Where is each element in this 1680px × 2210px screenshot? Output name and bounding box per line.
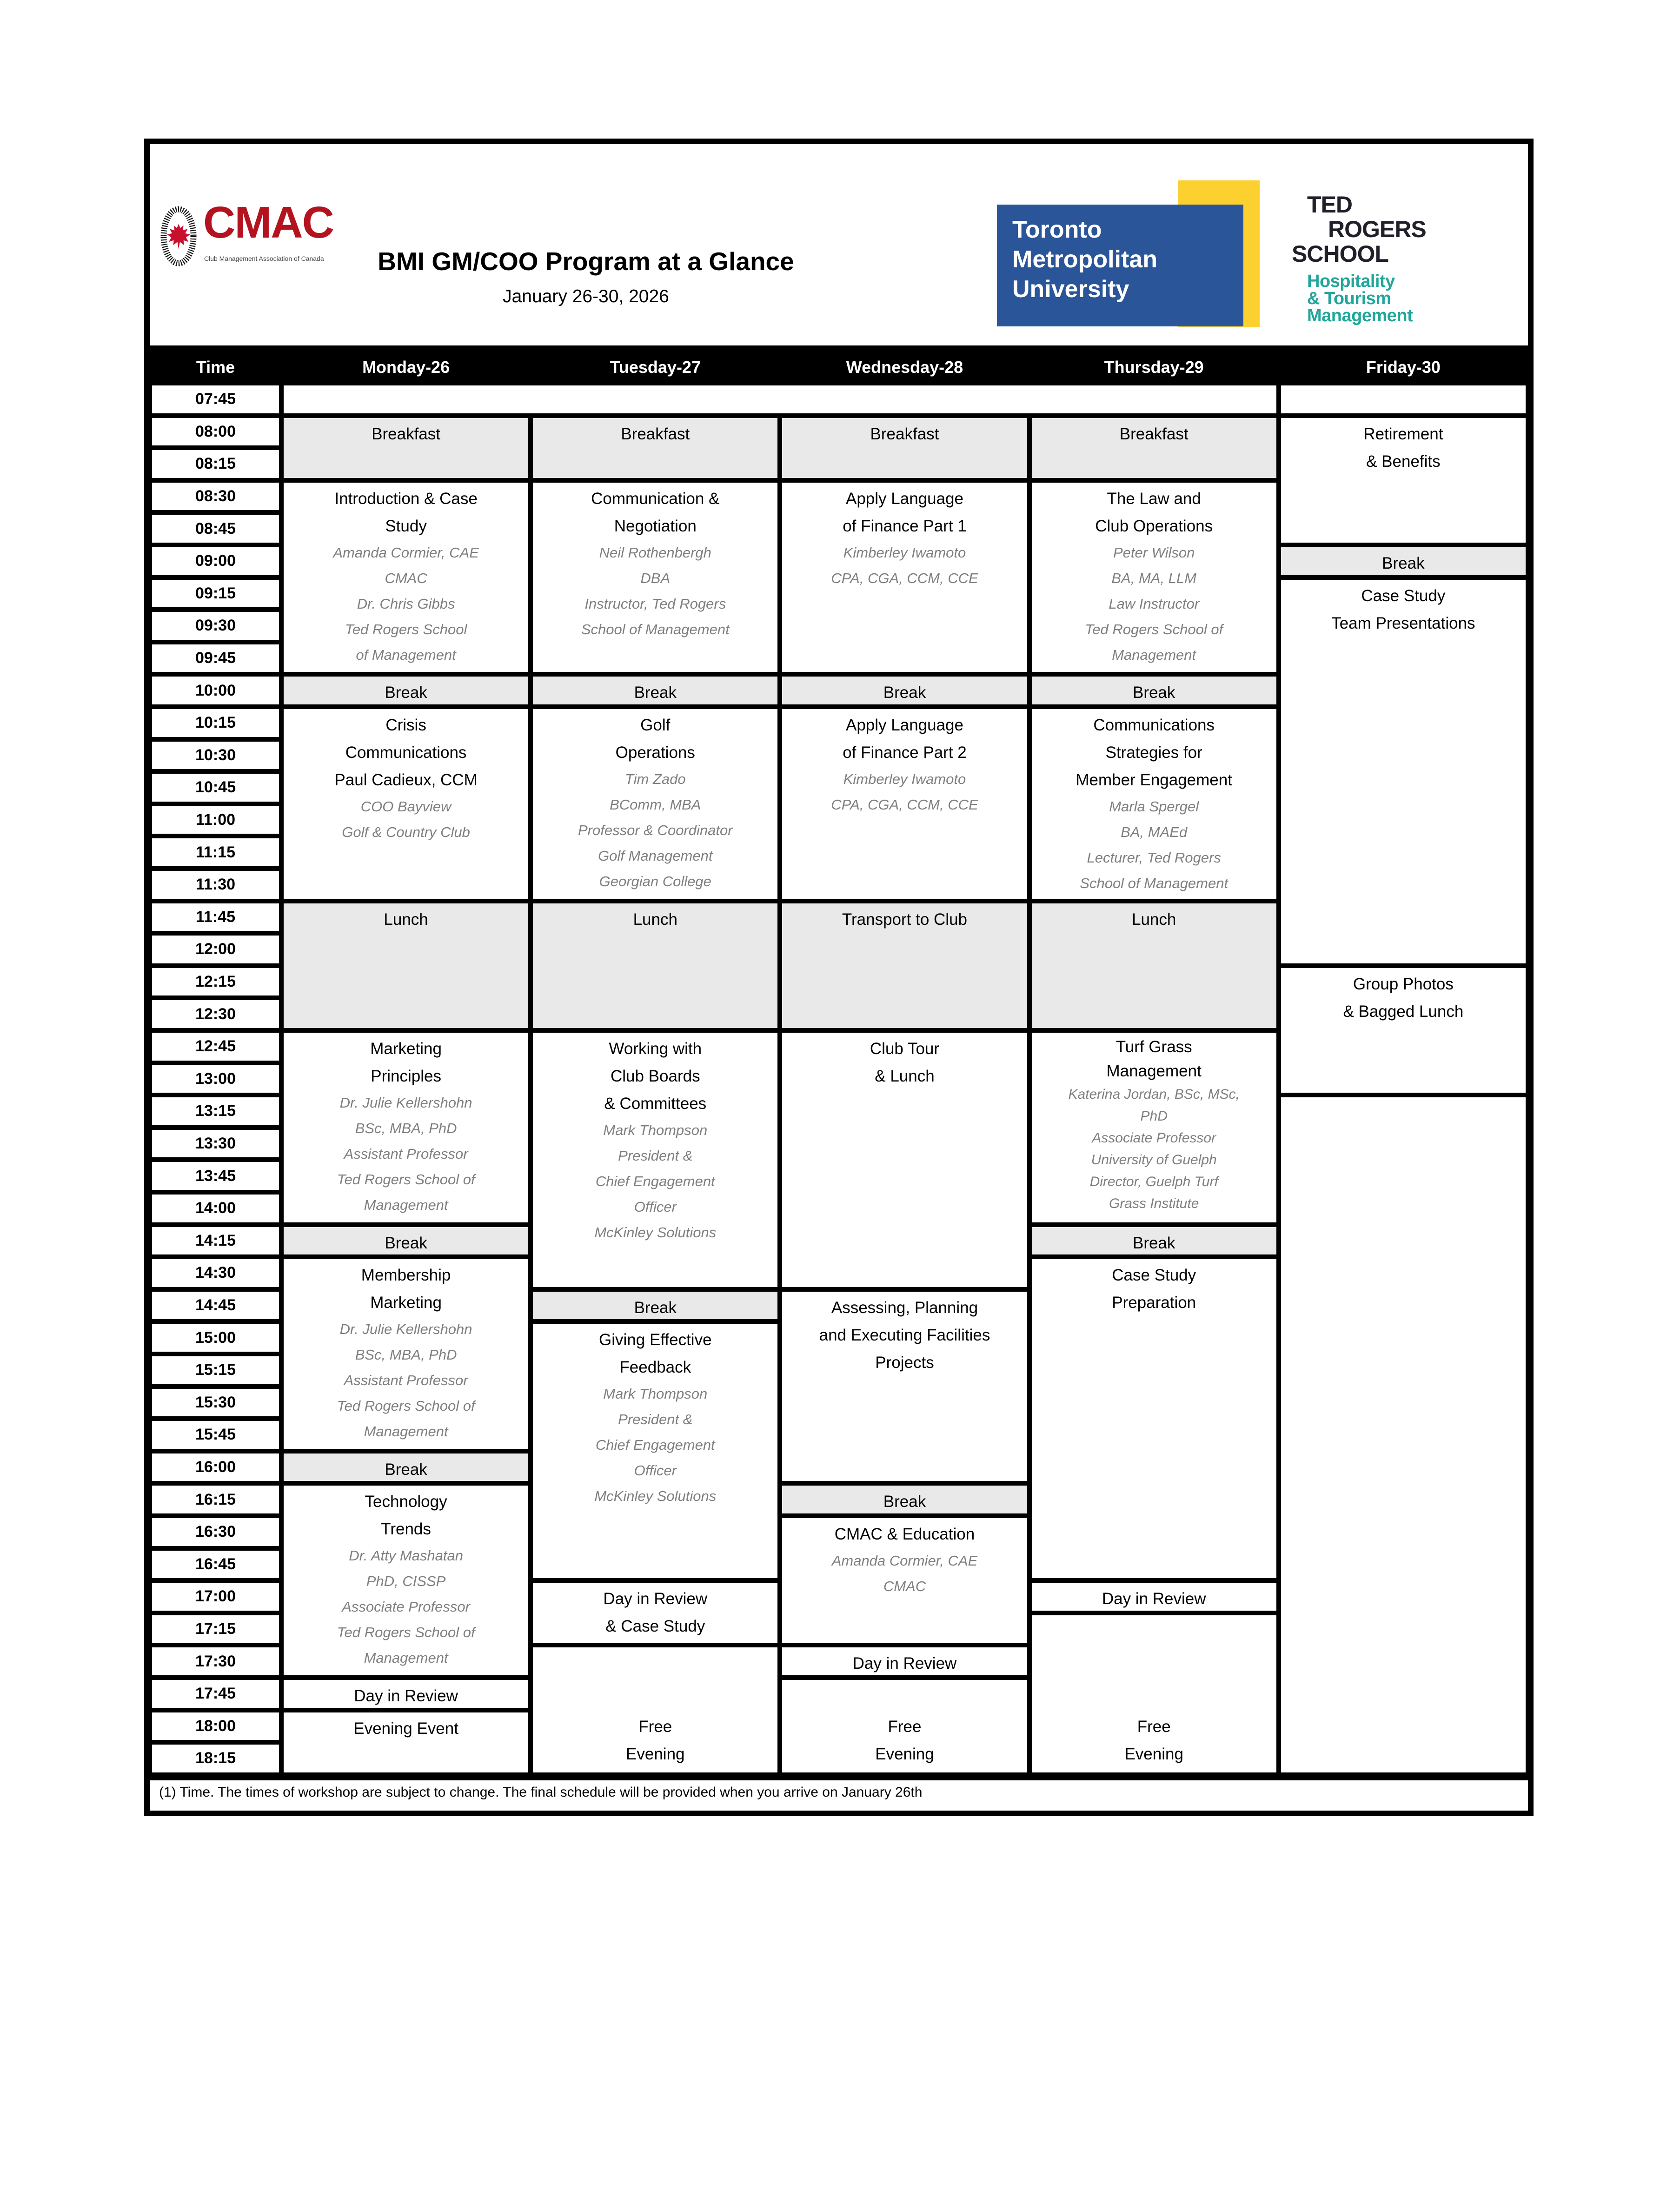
session-instructor-line: Golf & Country Club — [342, 824, 470, 840]
session-title-line: The Law and — [1107, 489, 1201, 508]
session-instructor-line: Management — [364, 1197, 448, 1213]
trs-department — [1292, 273, 1487, 325]
session-instructor-line: Dr. Atty Mashatan — [349, 1547, 463, 1564]
session-instructor-line: Mark Thompson — [603, 1386, 708, 1402]
tue-communication-negotiation — [531, 480, 780, 675]
time-cell: 09:15 — [150, 577, 281, 610]
tue-free-evening — [531, 1645, 780, 1774]
session-title-line: Free — [1137, 1717, 1171, 1736]
session-instructor-line: Ted Rogers School of — [337, 1398, 475, 1414]
day-header: Friday-30 — [1366, 357, 1441, 377]
time-cell: 14:15 — [150, 1225, 281, 1257]
session-instructor-line: Ted Rogers School of — [1085, 621, 1223, 637]
session-instructor-line: Chief Engagement — [595, 1173, 715, 1189]
wed-free-evening — [780, 1678, 1029, 1775]
time-cell: 08:45 — [150, 512, 281, 545]
session-instructor-line: President & — [618, 1148, 693, 1164]
session-title-line: Day in Review — [603, 1590, 708, 1608]
thu-communications-strategies — [1029, 707, 1279, 901]
time-cell: 16:45 — [150, 1548, 281, 1581]
time-cell: 17:00 — [150, 1580, 281, 1613]
session-title-line: Study — [385, 517, 427, 535]
session-instructor-line: CMAC — [385, 570, 427, 586]
day-header: Thursday-29 — [1104, 357, 1204, 377]
session-instructor-line: Lecturer, Ted Rogers — [1087, 849, 1221, 866]
wed-club-tour-lunch — [780, 1030, 1029, 1289]
session-instructor-line: Director, Guelph Turf — [1089, 1174, 1218, 1189]
session-instructor-line: Associate Professor — [342, 1599, 470, 1615]
trs-line: SCHOOL — [1292, 241, 1388, 267]
time-cell: 08:00 — [150, 416, 281, 448]
time-cell: 17:30 — [150, 1645, 281, 1678]
session-title-line: Team Presentations — [1331, 614, 1475, 632]
time-header: Time — [196, 357, 235, 377]
mon-break-1600 — [281, 1451, 531, 1484]
session-title-line: Technology — [365, 1493, 447, 1511]
mon-intro-case-study — [281, 480, 531, 675]
mon-breakfast — [281, 416, 531, 480]
day-header: Monday-26 — [362, 357, 450, 377]
session-instructor-line: COO Bayview — [360, 798, 452, 815]
session-instructor-line: Kimberley Iwamoto — [843, 771, 966, 787]
time-cell: 15:45 — [150, 1419, 281, 1451]
day-header: Tuesday-27 — [610, 357, 701, 377]
fri-case-study-team-presentations — [1279, 577, 1528, 966]
time-cell: 10:45 — [150, 771, 281, 804]
session-instructor-line: Professor & Coordinator — [578, 822, 733, 838]
tmu-wordmark — [997, 205, 1243, 326]
session-instructor-line: BSc, MBA, PhD — [355, 1347, 457, 1363]
session-title-line: Communication & — [591, 489, 720, 508]
session-title-line: Operations — [615, 743, 695, 762]
thu-free-evening — [1029, 1613, 1279, 1775]
session-instructor-line: Kimberley Iwamoto — [843, 544, 966, 561]
session-instructor-line: University of Guelph — [1091, 1152, 1217, 1168]
session-title-line: Breakfast — [621, 425, 690, 443]
session-instructor-line: Amanda Cormier, CAE — [831, 1553, 978, 1569]
mon-evening-event — [281, 1710, 531, 1775]
session-title-line: Lunch — [384, 910, 428, 929]
time-cell: 13:30 — [150, 1128, 281, 1160]
fri-break-0900 — [1279, 545, 1528, 577]
tue-break-1445 — [531, 1289, 780, 1322]
session-instructor-line: McKinley Solutions — [594, 1224, 717, 1241]
time-cell: 08:15 — [150, 448, 281, 480]
time-cell: 11:30 — [150, 869, 281, 901]
empty-mon-thu-745 — [281, 383, 1279, 416]
session-title-line: Evening Event — [353, 1719, 458, 1738]
tue-giving-effective-feedback — [531, 1321, 780, 1580]
session-instructor-line: Officer — [634, 1462, 677, 1479]
session-instructor-line: CPA, CGA, CCM, CCE — [831, 570, 978, 586]
session-title-line: Club Boards — [610, 1067, 700, 1085]
session-instructor-line: CMAC — [883, 1578, 926, 1594]
thu-law-club-operations — [1029, 480, 1279, 675]
time-cell: 13:15 — [150, 1095, 281, 1128]
session-title-line: Day in Review — [852, 1654, 957, 1673]
session-title-line: Marketing — [370, 1294, 442, 1312]
session-instructor-line: Management — [364, 1423, 448, 1440]
session-instructor-line: Neil Rothenbergh — [599, 544, 711, 561]
session-title-line: Introduction & Case — [334, 489, 478, 508]
session-instructor-line: McKinley Solutions — [594, 1488, 717, 1505]
mon-crisis-communications — [281, 707, 531, 901]
session-instructor-line: Management — [364, 1650, 448, 1666]
session-instructor-line: Golf Management — [598, 848, 713, 864]
session-instructor-line: Associate Professor — [1092, 1130, 1216, 1146]
session-title-line: Member Engagement — [1076, 771, 1232, 789]
session-instructor-line: Management — [1112, 646, 1196, 663]
session-instructor-line: PhD, CISSP — [366, 1573, 446, 1590]
tue-working-with-club-boards — [531, 1030, 780, 1289]
time-cell: 09:45 — [150, 642, 281, 675]
trs-sub-line: Hospitality — [1307, 272, 1395, 291]
time-cell: 15:00 — [150, 1321, 281, 1354]
session-instructor-line: BSc, MBA, PhD — [355, 1120, 457, 1136]
time-cell: 12:30 — [150, 998, 281, 1030]
time-cell: 15:15 — [150, 1354, 281, 1387]
fri-empty-bottom — [1279, 1095, 1528, 1775]
time-cell: 10:15 — [150, 707, 281, 739]
session-title-line: Lunch — [1132, 910, 1176, 929]
session-title-line: Lunch — [633, 910, 677, 929]
session-title-line: Breakfast — [372, 425, 441, 443]
session-title-line: & Lunch — [875, 1067, 935, 1085]
tue-breakfast — [531, 416, 780, 480]
mon-marketing-principles — [281, 1030, 531, 1225]
session-title-line: Breakfast — [1119, 425, 1189, 443]
session-instructor-line: Dr. Julie Kellershohn — [339, 1321, 472, 1338]
session-instructor-line: BA, MA, LLM — [1111, 570, 1196, 586]
mon-technology-trends — [281, 1483, 531, 1678]
cmac-starburst-maple-leaf-icon — [159, 203, 198, 272]
thu-day-in-review — [1029, 1580, 1279, 1613]
session-instructor-line: Assistant Professor — [344, 1372, 468, 1389]
time-cell: 17:15 — [150, 1613, 281, 1646]
schedule-grid — [150, 351, 1528, 1775]
session-title-line: Negotiation — [614, 517, 697, 535]
wed-finance-part-2 — [780, 707, 1029, 901]
session-title-line: Break — [634, 1298, 677, 1317]
day-header: Wednesday-28 — [846, 357, 963, 377]
time-cell: 11:45 — [150, 901, 281, 934]
time-cell: 14:45 — [150, 1289, 281, 1322]
session-title-line: Turf Grass — [1116, 1038, 1192, 1056]
session-title-line: Breakfast — [870, 425, 939, 443]
session-title-line: & Bagged Lunch — [1343, 1002, 1464, 1021]
session-title-line: & Case Study — [605, 1617, 705, 1636]
session-title-line: Break — [1132, 1234, 1175, 1252]
session-instructor-line: Law Instructor — [1109, 595, 1200, 612]
session-instructor-line: Amanda Cormier, CAE — [333, 544, 479, 561]
session-title-line: Break — [883, 1493, 926, 1511]
session-title-line: Feedback — [619, 1358, 691, 1377]
cmac-logo-text: CMAC — [203, 198, 333, 247]
session-title-line: Strategies for — [1105, 743, 1202, 762]
session-title-line: Evening — [875, 1745, 934, 1763]
session-title-line: Break — [634, 684, 677, 702]
time-cell: 10:30 — [150, 739, 281, 772]
session-title-line: of Finance Part 2 — [843, 743, 967, 762]
wed-break-1615 — [780, 1483, 1029, 1516]
session-instructor-line: BA, MAEd — [1121, 824, 1188, 840]
session-instructor-line: DBA — [640, 570, 671, 586]
session-instructor-line: Chief Engagement — [595, 1437, 715, 1453]
time-cell: 09:30 — [150, 610, 281, 642]
session-title-line: Free — [638, 1717, 672, 1736]
session-title-line: Retirement — [1363, 425, 1443, 443]
session-title-line: Giving Effective — [599, 1331, 712, 1349]
session-instructor-line: CPA, CGA, CCM, CCE — [831, 796, 978, 813]
session-instructor-line: Ted Rogers School of — [337, 1171, 475, 1188]
session-title-line: Membership — [361, 1266, 451, 1285]
session-title-line: Break — [1382, 554, 1425, 572]
fri-empty-745 — [1279, 383, 1528, 416]
thu-case-study-preparation — [1029, 1257, 1279, 1580]
tue-break-1000 — [531, 674, 780, 707]
title-block — [214, 246, 958, 307]
session-title-line: Break — [385, 1460, 427, 1479]
session-title-line: Transport to Club — [842, 910, 968, 929]
session-title-line: Evening — [626, 1745, 685, 1763]
session-title-line: Break — [883, 684, 926, 702]
wed-transport-to-club — [780, 901, 1029, 1030]
tmu-line: Toronto — [1012, 216, 1102, 243]
tmu-line: University — [1012, 276, 1129, 303]
session-instructor-line: Ted Rogers School — [345, 621, 467, 637]
session-title-line: Communications — [345, 743, 467, 762]
session-instructor-line: Peter Wilson — [1113, 544, 1195, 561]
session-instructor-line: Katerina Jordan, BSc, MSc, — [1068, 1087, 1240, 1102]
session-instructor-line: School of Management — [581, 621, 730, 637]
tue-day-in-review-case-study — [531, 1580, 780, 1645]
time-cell: 12:00 — [150, 933, 281, 966]
time-cell: 11:00 — [150, 804, 281, 836]
session-title-line: & Committees — [604, 1095, 707, 1113]
session-title-line: Club Tour — [870, 1040, 940, 1058]
time-cell: 18:00 — [150, 1710, 281, 1743]
thu-lunch — [1029, 901, 1279, 1030]
session-title-line: Day in Review — [354, 1687, 458, 1705]
tue-lunch — [531, 901, 780, 1030]
trs-line: TED — [1307, 192, 1352, 218]
session-title-line: Trends — [381, 1520, 431, 1539]
page-title: BMI GM/COO Program at a Glance — [378, 247, 794, 276]
mon-break-1000 — [281, 674, 531, 707]
schedule-table — [144, 345, 1534, 1780]
mon-membership-marketing — [281, 1257, 531, 1451]
session-instructor-line: School of Management — [1080, 875, 1228, 891]
time-cell: 07:45 — [150, 383, 281, 416]
session-instructor-line: Grass Institute — [1109, 1196, 1199, 1211]
trs-line: ROGERS — [1328, 216, 1426, 242]
mon-lunch — [281, 901, 531, 1030]
session-instructor-line: Marla Spergel — [1109, 798, 1199, 815]
session-instructor-line: Dr. Chris Gibbs — [357, 595, 455, 612]
cmac-logo-tagline: Club Management Association of Canada — [204, 255, 324, 262]
session-title-line: Case Study — [1361, 586, 1446, 605]
session-title-line: Communications — [1093, 716, 1215, 734]
session-title-line: CMAC & Education — [834, 1525, 975, 1543]
session-instructor-line: Mark Thompson — [603, 1122, 708, 1138]
session-title-line: Free — [888, 1717, 922, 1736]
session-title-line: Evening — [1124, 1745, 1183, 1763]
session-title-line: & Benefits — [1366, 452, 1441, 471]
session-instructor-line: President & — [618, 1411, 693, 1428]
session-title-line: Group Photos — [1353, 975, 1454, 993]
session-title-line: Assessing, Planning — [831, 1298, 978, 1317]
session-instructor-line: Dr. Julie Kellershohn — [339, 1095, 472, 1111]
thu-turf-grass-management — [1029, 1030, 1279, 1225]
time-cell: 13:00 — [150, 1063, 281, 1095]
mon-day-in-review — [281, 1678, 531, 1710]
session-instructor-line: Ted Rogers School of — [337, 1624, 475, 1641]
fri-group-photos-bagged-lunch — [1279, 966, 1528, 1095]
wed-cmac-education — [780, 1516, 1029, 1645]
tue-golf-operations — [531, 707, 780, 901]
session-title-line: Marketing — [370, 1040, 442, 1058]
session-title-line: of Finance Part 1 — [843, 517, 967, 535]
session-instructor-line: Instructor, Ted Rogers — [584, 595, 726, 612]
trs-sub-line: Management — [1307, 306, 1413, 325]
session-instructor-line: of Management — [356, 646, 456, 663]
time-cell: 09:00 — [150, 545, 281, 577]
thu-break-1000 — [1029, 674, 1279, 707]
fri-retirement-benefits — [1279, 416, 1528, 545]
trs-sub-line: & Tourism — [1307, 289, 1391, 308]
session-title-line: Break — [1132, 684, 1175, 702]
footnote: (1) Time. The times of workshop are subject to change. The final schedule will be provided when you arrive on January 26th — [159, 1785, 923, 1800]
time-cell: 16:15 — [150, 1483, 281, 1516]
session-instructor-line: Assistant Professor — [344, 1146, 468, 1162]
session-instructor-line: Officer — [634, 1199, 677, 1215]
session-title-line: Apply Language — [845, 489, 963, 508]
session-title-line: Paul Cadieux, CCM — [334, 771, 478, 789]
session-title-line: Principles — [371, 1067, 441, 1085]
thu-break-1415 — [1029, 1225, 1279, 1257]
time-cell: 08:30 — [150, 480, 281, 513]
wed-assessing-facilities-projects — [780, 1289, 1029, 1484]
session-title-line: Golf — [640, 716, 671, 734]
time-cell: 12:45 — [150, 1030, 281, 1063]
time-cell: 10:00 — [150, 674, 281, 707]
session-title-line: Break — [385, 1234, 427, 1252]
session-title-line: Projects — [875, 1353, 934, 1372]
session-instructor-line: Georgian College — [599, 873, 711, 889]
mon-break-1415 — [281, 1225, 531, 1257]
ted-rogers-school-logo — [1292, 192, 1487, 325]
session-title-line: Working with — [609, 1040, 702, 1058]
time-cell: 12:15 — [150, 966, 281, 998]
session-title-line: and Executing Facilities — [819, 1326, 990, 1344]
tmu-line: Metropolitan — [1012, 246, 1157, 273]
time-cell: 18:15 — [150, 1742, 281, 1775]
wed-breakfast — [780, 416, 1029, 480]
page-subtitle: January 26-30, 2026 — [503, 286, 669, 306]
session-title-line: Management — [1106, 1062, 1202, 1080]
session-instructor-line: BComm, MBA — [610, 796, 701, 813]
time-cell: 15:30 — [150, 1387, 281, 1419]
time-cell: 17:45 — [150, 1678, 281, 1710]
session-title-line: Club Operations — [1095, 517, 1213, 535]
wed-break-1000 — [780, 674, 1029, 707]
session-title-line: Case Study — [1112, 1266, 1196, 1285]
session-title-line: Preparation — [1112, 1294, 1196, 1312]
wed-finance-part-1 — [780, 480, 1029, 675]
time-cell: 14:30 — [150, 1257, 281, 1289]
session-title-line: Apply Language — [845, 716, 963, 734]
time-cell: 13:45 — [150, 1160, 281, 1192]
thu-breakfast — [1029, 416, 1279, 480]
time-cell: 14:00 — [150, 1192, 281, 1225]
time-cell: 11:15 — [150, 836, 281, 869]
session-instructor-line: Tim Zado — [624, 771, 686, 787]
time-cell: 16:30 — [150, 1516, 281, 1548]
session-instructor-line: PhD — [1140, 1108, 1168, 1124]
session-title-line: Day in Review — [1102, 1590, 1206, 1608]
time-cell: 16:00 — [150, 1451, 281, 1484]
session-title-line: Break — [385, 684, 427, 702]
session-title-line: Crisis — [385, 716, 426, 734]
wed-day-in-review — [780, 1645, 1029, 1678]
